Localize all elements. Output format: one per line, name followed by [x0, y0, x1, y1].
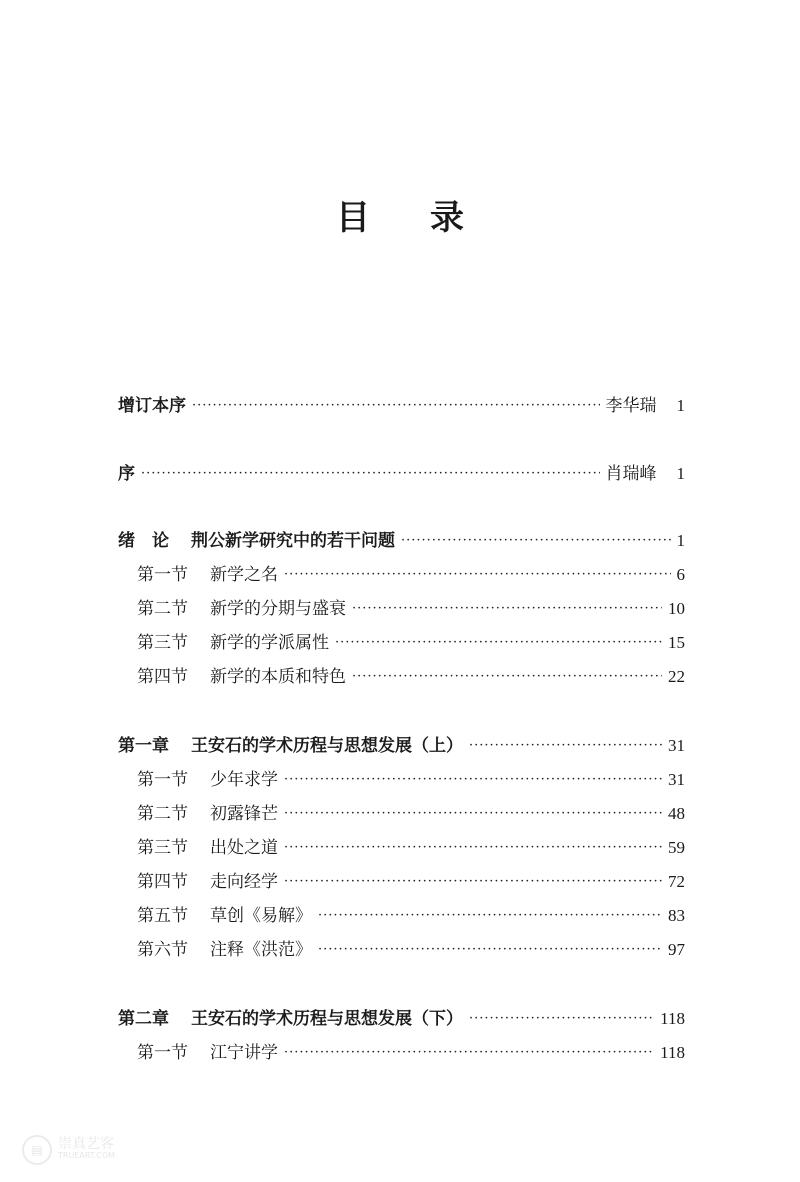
entry-title: 王安石的学术历程与思想发展（上）	[191, 736, 463, 756]
section-number: 第一节	[137, 770, 188, 790]
toc-section[interactable]	[137, 767, 685, 793]
title-char-2: 录	[430, 198, 464, 238]
section-title: 注释《洪范》	[210, 940, 312, 960]
dot-leader	[141, 461, 600, 487]
section-title: 草创《易解》	[210, 906, 312, 926]
toc-section[interactable]	[137, 903, 685, 929]
chat-bubble-icon: ▤	[22, 1135, 52, 1165]
toc-section[interactable]	[137, 937, 685, 963]
section-title: 初露锋芒	[210, 804, 278, 824]
entry-page: 118	[660, 1009, 685, 1028]
entry-number: 第一章	[118, 736, 169, 756]
entry-number: 第二章	[118, 1009, 169, 1029]
toc-section[interactable]	[137, 562, 685, 588]
entry-page: 1	[676, 531, 685, 550]
watermark	[22, 1135, 115, 1165]
entry-title: 王安石的学术历程与思想发展（下）	[191, 1009, 463, 1029]
entry-author: 肖瑞峰	[605, 464, 657, 484]
dot-leader	[318, 903, 662, 929]
section-title: 少年求学	[210, 770, 278, 790]
toc-entry-chapter-1[interactable]	[118, 733, 685, 759]
toc-entry-preface[interactable]	[118, 461, 685, 487]
section-page: 22	[668, 667, 685, 686]
dot-leader	[469, 1006, 654, 1032]
entry-page: 31	[668, 736, 685, 755]
section-page: 83	[668, 906, 685, 925]
section-number: 第四节	[137, 872, 188, 892]
section-title: 走向经学	[210, 872, 278, 892]
section-title: 新学的本质和特色	[210, 667, 346, 687]
title-char-1: 目	[336, 198, 370, 238]
section-page: 48	[668, 804, 685, 823]
section-number: 第二节	[137, 599, 188, 619]
toc-section[interactable]	[137, 664, 685, 690]
section-page: 31	[668, 770, 685, 789]
toc-entry-chapter-2[interactable]	[118, 1006, 685, 1032]
watermark-text-en: TRUEART.COM	[58, 1151, 116, 1160]
section-title: 出处之道	[210, 838, 278, 858]
section-number: 第六节	[137, 940, 188, 960]
section-number: 第五节	[137, 906, 188, 926]
section-page: 15	[668, 633, 685, 652]
dot-leader	[335, 630, 662, 656]
entry-page: 1	[676, 396, 685, 415]
dot-leader	[284, 835, 662, 861]
section-title: 新学的学派属性	[210, 633, 329, 653]
dot-leader	[469, 733, 662, 759]
section-page: 72	[668, 872, 685, 891]
section-number: 第三节	[137, 633, 188, 653]
toc-entry-preface-revised[interactable]	[118, 393, 685, 419]
toc-entry-introduction[interactable]	[118, 528, 685, 554]
dot-leader	[401, 528, 671, 554]
section-title: 新学之名	[210, 565, 278, 585]
dot-leader	[284, 562, 671, 588]
section-title: 新学的分期与盛衰	[210, 599, 346, 619]
section-number: 第一节	[137, 1043, 188, 1063]
section-number: 第四节	[137, 667, 188, 687]
section-page: 10	[668, 599, 685, 618]
toc-section[interactable]	[137, 1040, 685, 1066]
dot-leader	[352, 596, 662, 622]
entry-title: 增订本序	[118, 396, 186, 416]
toc-section[interactable]	[137, 596, 685, 622]
entry-title: 荆公新学研究中的若干问题	[191, 531, 395, 551]
entry-author: 李华瑞	[605, 396, 657, 416]
dot-leader	[284, 801, 662, 827]
page-title	[0, 190, 800, 239]
section-page: 59	[668, 838, 685, 857]
section-number: 第一节	[137, 565, 188, 585]
entry-page: 1	[676, 464, 685, 483]
dot-leader	[284, 767, 662, 793]
toc-section[interactable]	[137, 801, 685, 827]
section-page: 97	[668, 940, 685, 959]
dot-leader	[284, 1040, 654, 1066]
toc-section[interactable]	[137, 835, 685, 861]
section-number: 第二节	[137, 804, 188, 824]
dot-leader	[352, 664, 662, 690]
toc-section[interactable]	[137, 869, 685, 895]
section-number: 第三节	[137, 838, 188, 858]
dot-leader	[284, 869, 662, 895]
entry-title: 序	[118, 464, 135, 484]
dot-leader	[318, 937, 662, 963]
entry-number: 绪 论	[118, 531, 169, 551]
section-page: 118	[660, 1043, 685, 1062]
section-page: 6	[676, 565, 685, 584]
dot-leader	[192, 393, 600, 419]
toc-section[interactable]	[137, 630, 685, 656]
watermark-text-cn: 崇真艺客	[58, 1136, 114, 1152]
section-title: 江宁讲学	[210, 1043, 278, 1063]
